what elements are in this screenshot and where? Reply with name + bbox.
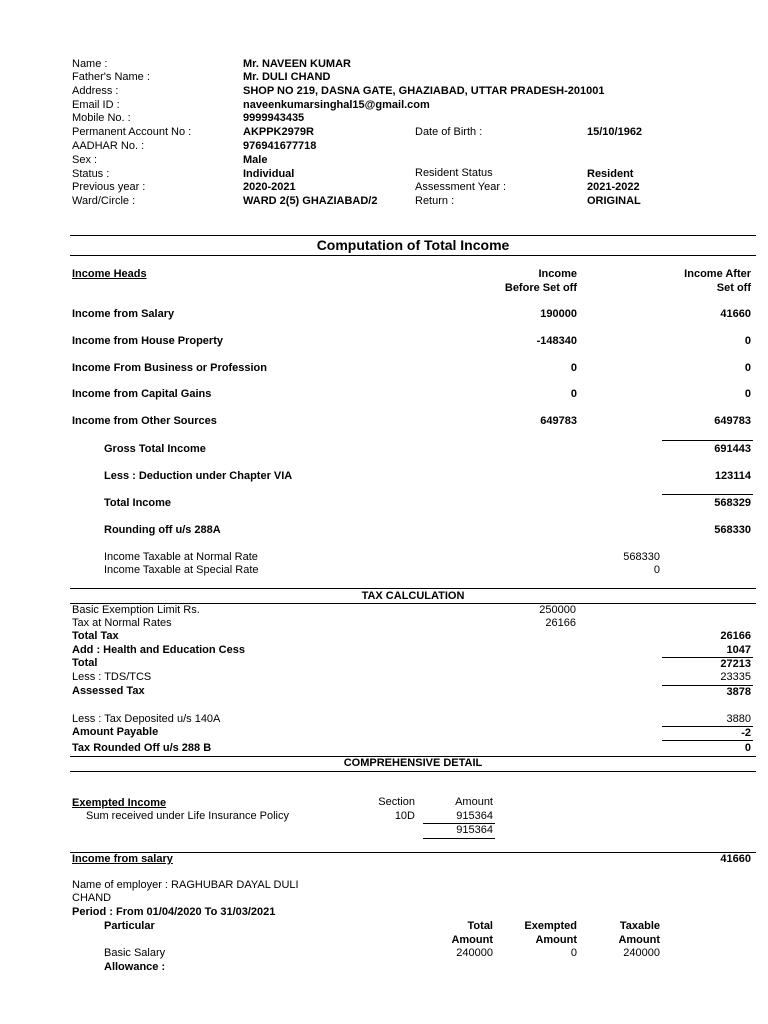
rounding-label: Rounding off u/s 288A <box>104 524 221 536</box>
assessment-year-label: Assessment Year : <box>415 181 507 193</box>
exempted-amount-header-1: Exempted <box>524 920 577 932</box>
divider <box>70 235 756 236</box>
aadhar-value: 976941677718 <box>243 140 317 152</box>
deposited-label: Less : Tax Deposited u/s 140A <box>72 713 221 725</box>
cess-value: 1047 <box>726 644 751 656</box>
income-row-before: 649783 <box>540 415 577 427</box>
normal-rate-value: 568330 <box>623 551 660 563</box>
ward-label: Ward/Circle : <box>72 195 136 207</box>
tax-normal-value: 26166 <box>545 617 576 629</box>
exempted-amount-header-2: Amount <box>535 934 577 946</box>
special-rate-value: 0 <box>653 564 660 576</box>
basic-salary-total: 240000 <box>456 947 493 959</box>
mobile-value: 9999943435 <box>243 112 305 124</box>
total-income-value: 568329 <box>714 497 751 509</box>
income-row-label: Income From Business or Profession <box>72 362 267 374</box>
income-row-before: 190000 <box>540 308 577 320</box>
taxable-amount-header-1: Taxable <box>619 920 660 932</box>
amount-payable-label: Amount Payable <box>72 726 159 738</box>
sum-line <box>423 838 495 839</box>
prev-year-value: 2020-2021 <box>243 181 296 193</box>
employer-name-line1: Name of employer : RAGHUBAR DAYAL DULI <box>72 879 299 891</box>
exempted-income-header: Exempted Income <box>72 797 167 809</box>
income-row-after: 0 <box>744 335 751 347</box>
tax-rounded-value: 0 <box>744 742 751 754</box>
father-label: Father's Name : <box>72 71 150 83</box>
sum-line <box>662 740 753 741</box>
basic-exemption-label: Basic Exemption Limit Rs. <box>72 604 200 616</box>
dob-value: 15/10/1962 <box>587 126 643 138</box>
exempt-total: 915364 <box>456 824 493 836</box>
pan-label: Permanent Account No : <box>72 126 192 138</box>
assessed-tax-value: 3878 <box>726 686 751 698</box>
address-value: SHOP NO 219, DASNA GATE, GHAZIABAD, UTTAR PRADESH-201001 <box>243 85 605 97</box>
sum-line <box>662 494 753 495</box>
deposited-value: 3880 <box>726 713 751 725</box>
email-value: naveenkumarsinghal15@gmail.com <box>243 99 430 111</box>
employer-name-line2: CHAND <box>72 892 112 904</box>
total-income-label: Total Income <box>104 497 172 509</box>
basic-salary-exempted: 0 <box>570 947 577 959</box>
taxable-amount-header-2: Amount <box>618 934 660 946</box>
total-tax-label: Total Tax <box>72 630 119 642</box>
mobile-label: Mobile No. : <box>72 112 131 124</box>
comprehensive-detail-title: COMPREHENSIVE DETAIL <box>343 757 483 769</box>
basic-salary-label: Basic Salary <box>104 947 166 959</box>
income-heads-header: Income Heads <box>72 268 147 280</box>
tax-total-value: 27213 <box>720 658 751 670</box>
tax-calculation-title: TAX CALCULATION <box>361 590 465 602</box>
divider <box>70 255 756 256</box>
status-label: Status : <box>72 168 110 180</box>
name-value: Mr. NAVEEN KUMAR <box>243 58 351 70</box>
amount-payable-value: -2 <box>741 727 751 739</box>
sum-line <box>662 440 753 441</box>
normal-rate-label: Income Taxable at Normal Rate <box>104 551 258 563</box>
sex-value: Male <box>243 154 268 166</box>
salary-period: Period : From 01/04/2020 To 31/03/2021 <box>72 906 276 918</box>
status-value: Individual <box>243 168 295 180</box>
income-row-label: Income from House Property <box>72 335 223 347</box>
gross-total-label: Gross Total Income <box>104 443 206 455</box>
deduction-value: 123114 <box>714 470 751 482</box>
section-header: Section <box>378 796 415 808</box>
income-row-after: 41660 <box>720 308 751 320</box>
computation-title: Computation of Total Income <box>316 237 510 253</box>
assessment-year-value: 2021-2022 <box>587 181 640 193</box>
ward-value: WARD 2(5) GHAZIABAD/2 <box>243 195 378 207</box>
deduction-label: Less : Deduction under Chapter VIA <box>104 470 293 482</box>
total-amount-header-2: Amount <box>451 934 493 946</box>
tds-value: 23335 <box>720 671 751 683</box>
income-row-label: Income from Capital Gains <box>72 388 212 400</box>
special-rate-label: Income Taxable at Special Rate <box>104 564 259 576</box>
tax-normal-label: Tax at Normal Rates <box>72 617 172 629</box>
assessed-tax-label: Assessed Tax <box>72 685 145 697</box>
resident-value: Resident <box>587 168 634 180</box>
income-row-before: 0 <box>570 362 577 374</box>
pan-value: AKPPK2979R <box>243 126 314 138</box>
tax-rounded-label: Tax Rounded Off u/s 288 B <box>72 742 212 754</box>
exempt-item-amount: 915364 <box>456 810 493 822</box>
income-row-after: 0 <box>744 362 751 374</box>
rounding-value: 568330 <box>714 524 751 536</box>
sex-label: Sex : <box>72 154 98 166</box>
amount-header: Amount <box>455 796 493 808</box>
email-label: Email ID : <box>72 99 120 111</box>
exempt-item-section: 10D <box>394 810 415 822</box>
address-label: Address : <box>72 85 119 97</box>
name-label: Name : <box>72 58 108 70</box>
income-row-label: Income from Salary <box>72 308 175 320</box>
divider <box>70 771 756 772</box>
total-amount-header-1: Total <box>467 920 493 932</box>
total-tax-value: 26166 <box>720 630 751 642</box>
divider <box>70 588 756 589</box>
exempt-item-label: Sum received under Life Insurance Policy <box>86 810 289 822</box>
income-from-salary-header: Income from salary <box>72 853 173 865</box>
particular-header: Particular <box>104 920 155 932</box>
allowance-label: Allowance : <box>104 961 166 973</box>
income-row-after: 649783 <box>714 415 751 427</box>
aadhar-label: AADHAR No. : <box>72 140 145 152</box>
dob-label: Date of Birth : <box>415 126 483 138</box>
resident-label: Resident Status <box>415 167 493 179</box>
col-after-header-1: Income After <box>684 268 751 280</box>
tax-total-label: Total <box>72 657 98 669</box>
col-before-header-1: Income <box>538 268 577 280</box>
income-row-before: -148340 <box>536 335 577 347</box>
prev-year-label: Previous year : <box>72 181 146 193</box>
basic-salary-taxable: 240000 <box>623 947 660 959</box>
income-row-before: 0 <box>570 388 577 400</box>
tds-label: Less : TDS/TCS <box>72 671 152 683</box>
income-row-after: 0 <box>744 388 751 400</box>
return-value: ORIGINAL <box>587 195 641 207</box>
gross-total-value: 691443 <box>714 443 751 455</box>
income-from-salary-value: 41660 <box>720 853 751 865</box>
basic-exemption-value: 250000 <box>539 604 576 616</box>
col-after-header-2: Set off <box>716 282 751 294</box>
return-label: Return : <box>415 195 455 207</box>
income-row-label: Income from Other Sources <box>72 415 217 427</box>
father-value: Mr. DULI CHAND <box>243 71 331 83</box>
col-before-header-2: Before Set off <box>504 282 577 294</box>
cess-label: Add : Health and Education Cess <box>72 644 245 656</box>
